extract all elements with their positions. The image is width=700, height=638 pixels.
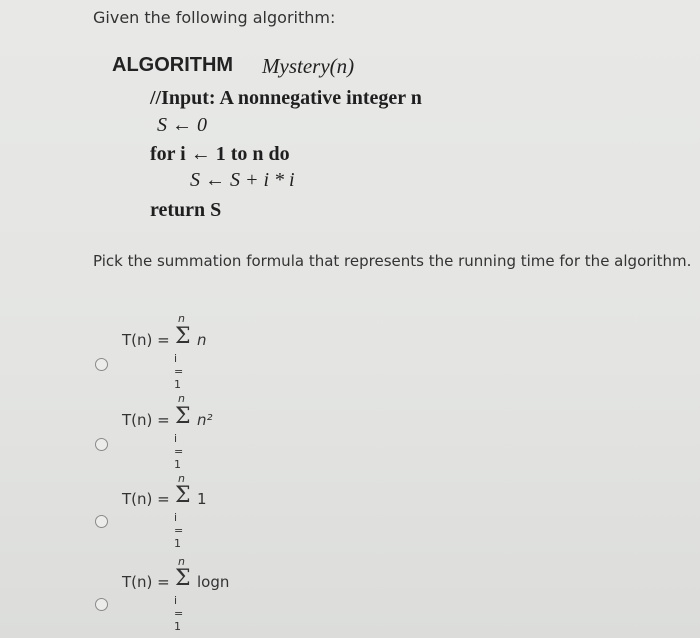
option-3-upper-limit: n (178, 472, 185, 485)
algorithm-keyword: ALGORITHM (112, 54, 234, 76)
option-4-sigma: Σ (175, 566, 191, 591)
option-4-upper-limit: n (178, 555, 185, 568)
radio-button-4[interactable] (95, 598, 108, 611)
intro-text: Given the following algorithm: (93, 8, 336, 27)
option-2-upper-limit: n (178, 392, 185, 405)
option-1-lhs: T(n) = (122, 331, 170, 349)
option-3-term: 1 (197, 490, 207, 508)
radio-button-3[interactable] (95, 515, 108, 528)
option-2-term: n² (197, 411, 213, 429)
question-text: Pick the summation formula that represents the running time for the algorithm. (93, 252, 692, 270)
algorithm-for-line: for i ← 1 to n do (150, 143, 290, 165)
algorithm-assign-line: S ← S + i * i (190, 169, 295, 191)
option-1-term: n (197, 331, 207, 349)
option-1-upper-limit: n (178, 312, 185, 325)
option-4-term: logn (197, 573, 230, 591)
option-4-lhs: T(n) = (122, 573, 170, 591)
algorithm-return-line: return S (150, 199, 222, 221)
option-2-lower-limit: i = 1 (174, 432, 184, 471)
option-2-sigma: Σ (175, 404, 191, 429)
option-3-lower-limit: i = 1 (174, 511, 184, 550)
radio-button-1[interactable] (95, 358, 108, 371)
option-2-lhs: T(n) = (122, 411, 170, 429)
option-4-lower-limit: i = 1 (174, 594, 184, 633)
algorithm-name: Mystery(n) (262, 54, 355, 78)
option-3-lhs: T(n) = (122, 490, 170, 508)
algorithm-input-line: //Input: A nonnegative integer n (150, 87, 422, 109)
option-1-sigma: Σ (175, 324, 191, 349)
algorithm-init-line: S ← 0 (157, 114, 207, 136)
option-1-lower-limit: i = 1 (174, 352, 184, 391)
radio-button-2[interactable] (95, 438, 108, 451)
option-3-sigma: Σ (175, 483, 191, 508)
